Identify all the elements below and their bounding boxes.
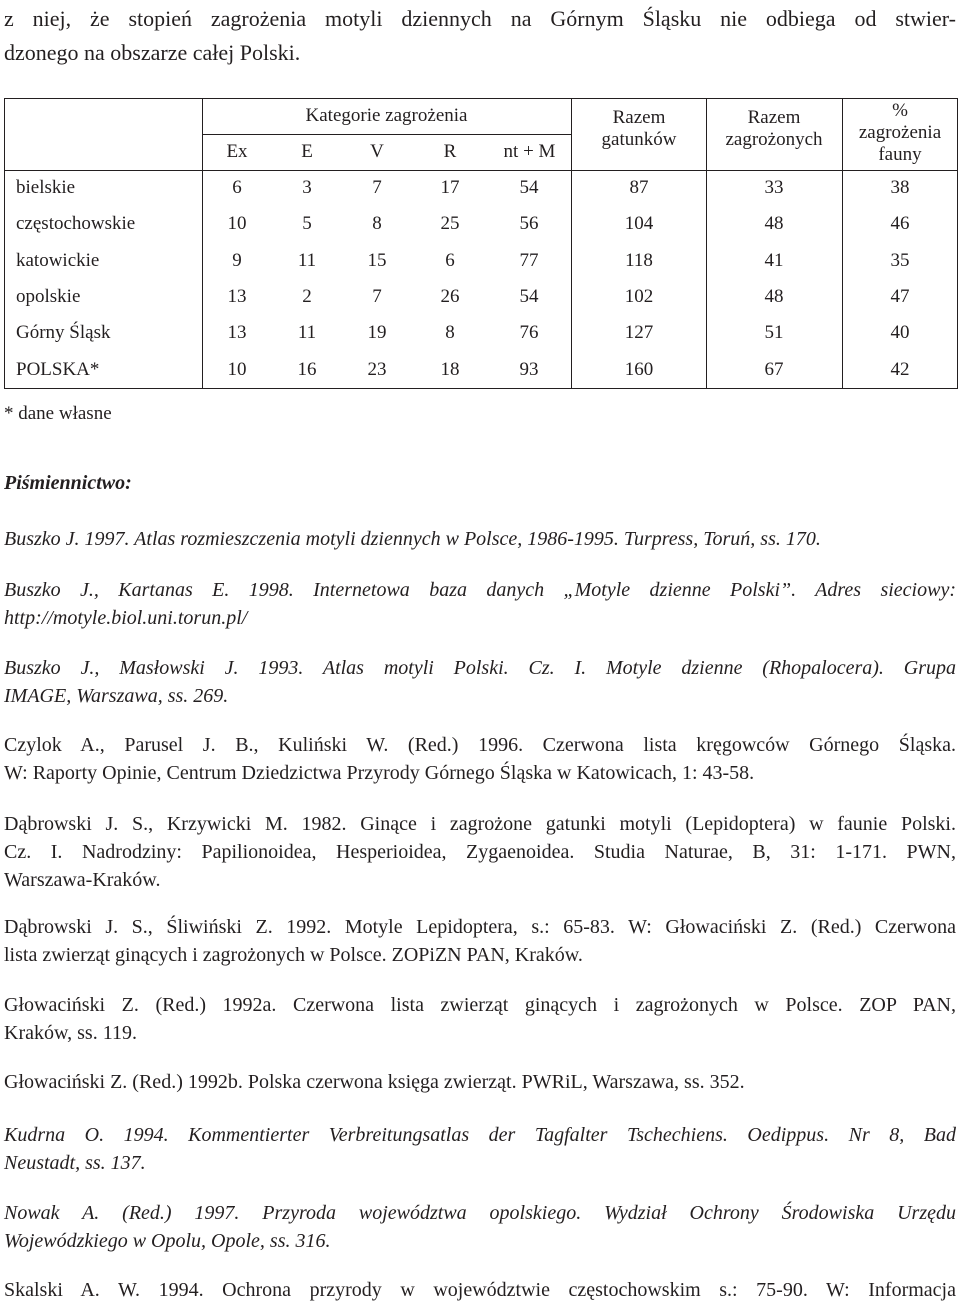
table-cell: 7 xyxy=(372,177,382,198)
reference-line: Czylok A., Parusel J. B., Kuliński W. (Red.) 1996. Czerwona lista kręgowców Górnego Śląska. xyxy=(4,734,956,756)
table-cell: 54 xyxy=(519,286,539,307)
table-cell: 6 xyxy=(232,177,242,198)
column-header-v: V xyxy=(370,141,384,162)
column-header-total-species: Razem gatunków xyxy=(601,107,677,150)
row-label: katowickie xyxy=(16,250,100,271)
table-cell: 160 xyxy=(624,359,654,380)
row-label: częstochowskie xyxy=(16,213,136,234)
reference-line: Buszko J., Masłowski J. 1993. Atlas motyli Polski. Cz. I. Motyle dzienne (Rhopalocera). Grupa xyxy=(4,657,956,679)
row-label: bielskie xyxy=(16,177,76,198)
reference-line: Neustadt, ss. 137. xyxy=(4,1152,146,1174)
percent-sign: % xyxy=(892,100,908,121)
table-cell: 17 xyxy=(440,177,460,198)
table-cell: 104 xyxy=(624,213,654,234)
table-cell: 54 xyxy=(519,177,539,198)
intro-line: dzonego na obszarze całej Polski. xyxy=(4,40,301,65)
table-cell: 42 xyxy=(890,359,910,380)
reference-line: Cz. I. Nadrodziny: Papilionoidea, Hesperioidea, Zygaenoidea. Studia Naturae, B, 31: 1-171. PWN, xyxy=(4,841,956,863)
table-cell: 8 xyxy=(445,322,455,343)
table-cell: 77 xyxy=(519,250,539,271)
table-cell: 33 xyxy=(764,177,784,198)
reference-item xyxy=(4,525,956,553)
column-header-nt-m: nt + M xyxy=(503,141,556,162)
table-cell: 13 xyxy=(227,286,247,307)
table-cell: 76 xyxy=(519,322,539,343)
table-cell: 11 xyxy=(297,322,317,343)
threat-table xyxy=(4,98,958,389)
table-footnote: * dane własne xyxy=(4,403,112,424)
table-cell: 93 xyxy=(519,359,539,380)
row-label: POLSKA* xyxy=(16,359,100,380)
percent-label: fauny xyxy=(878,144,922,165)
table-cell: 7 xyxy=(372,286,382,307)
table-cell: 10 xyxy=(227,359,247,380)
reference-line: Wojewódzkiego w Opolu, Opole, ss. 316. xyxy=(4,1230,331,1252)
table-divider xyxy=(571,98,572,389)
reference-item xyxy=(4,1199,956,1255)
table-cell: 41 xyxy=(764,250,784,271)
table-cell: 38 xyxy=(890,177,910,198)
reference-line: W: Raporty Opinie, Centrum Dziedzictwa Przyrody Górnego Śląska w Katowicach, 1: 43-58. xyxy=(4,762,755,784)
reference-line: lista zwierząt ginących i zagrożonych w Polsce. ZOPiZN PAN, Kraków. xyxy=(4,944,583,966)
table-cell: 10 xyxy=(227,213,247,234)
column-header-total-threatened: Razem zagrożonych xyxy=(725,107,823,150)
intro-paragraph xyxy=(4,2,956,70)
table-cell: 15 xyxy=(367,250,387,271)
table-cell: 3 xyxy=(302,177,312,198)
table-cell: 2 xyxy=(302,286,312,307)
table-cell: 46 xyxy=(890,213,910,234)
reference-line: Buszko J., Kartanas E. 1998. Internetowa baza danych „Motyle dzienne Polski”. Adres sieciowy: xyxy=(4,579,956,601)
table-cell: 127 xyxy=(624,322,654,343)
intro-line: z niej, że stopień zagrożenia motyli dziennych na Górnym Śląsku nie odbiega od stwier- xyxy=(4,6,956,31)
reference-item xyxy=(4,913,956,969)
table-cell: 6 xyxy=(445,250,455,271)
reference-line: Głowaciński Z. (Red.) 1992a. Czerwona lista zwierząt ginących i zagrożonych w Polsce. ZOP PAN, xyxy=(4,994,956,1016)
reference-item xyxy=(4,810,956,894)
table-cell: 16 xyxy=(297,359,317,380)
table-divider xyxy=(4,170,958,171)
reference-item xyxy=(4,654,956,710)
table-cell: 48 xyxy=(764,286,784,307)
row-label: Górny Śląsk xyxy=(16,322,111,343)
table-cell: 13 xyxy=(227,322,247,343)
table-cell: 51 xyxy=(764,322,784,343)
table-cell: 18 xyxy=(440,359,460,380)
reference-line: Kraków, ss. 119. xyxy=(4,1022,137,1044)
table-cell: 118 xyxy=(625,250,653,271)
table-cell: 26 xyxy=(440,286,460,307)
reference-line: Nowak A. (Red.) 1997. Przyroda województwa opolskiego. Wydział Ochrony Środowiska Urzędu xyxy=(4,1202,956,1224)
reference-item xyxy=(4,1068,956,1096)
column-header-ex: Ex xyxy=(226,141,248,162)
reference-line: http://motyle.biol.uni.torun.pl/ xyxy=(4,607,248,629)
reference-line: Głowaciński Z. (Red.) 1992b. Polska czerwona księga zwierząt. PWRiL, Warszawa, ss. 352. xyxy=(4,1071,745,1093)
table-cell: 25 xyxy=(440,213,460,234)
table-cell: 56 xyxy=(519,213,539,234)
reference-item xyxy=(4,731,956,787)
table-cell: 47 xyxy=(890,286,910,307)
table-cell: 8 xyxy=(372,213,382,234)
reference-line: Dąbrowski J. S., Krzywicki M. 1982. Ginące i zagrożone gatunki motyli (Lepidoptera) w faunie Polski. xyxy=(4,813,956,835)
table-cell: 5 xyxy=(302,213,312,234)
reference-item xyxy=(4,991,956,1047)
reference-line: Dąbrowski J. S., Śliwiński Z. 1992. Motyle Lepidoptera, s.: 65-83. W: Głowaciński Z. (Red.) Czerwona xyxy=(4,916,956,938)
table-cell: 9 xyxy=(232,250,242,271)
group-header: Kategorie zagrożenia xyxy=(305,105,468,126)
column-header-r: R xyxy=(443,141,457,162)
table-cell: 40 xyxy=(890,322,910,343)
table-cell: 19 xyxy=(367,322,387,343)
table-divider xyxy=(706,98,707,389)
table-cell: 87 xyxy=(629,177,649,198)
table-cell: 102 xyxy=(624,286,654,307)
reference-item xyxy=(4,1276,956,1304)
table-cell: 67 xyxy=(764,359,784,380)
reference-item xyxy=(4,576,956,632)
reference-line: Skalski A. W. 1994. Ochrona przyrody w województwie częstochowskim s.: 75-90. W: Informacja xyxy=(4,1279,956,1301)
column-header-percent xyxy=(842,100,958,166)
reference-line: IMAGE, Warszawa, ss. 269. xyxy=(4,685,229,707)
table-cell: 35 xyxy=(890,250,910,271)
references-heading: Piśmiennictwo: xyxy=(4,472,132,494)
reference-line: Buszko J. 1997. Atlas rozmieszczenia motyli dziennych w Polsce, 1986-1995. Turpress, Toruń, ss. 170. xyxy=(4,528,821,550)
reference-line: Warszawa-Kraków. xyxy=(4,869,161,891)
row-label: opolskie xyxy=(16,286,81,307)
table-divider xyxy=(202,134,571,135)
table-cell: 11 xyxy=(297,250,317,271)
table-cell: 23 xyxy=(367,359,387,380)
reference-line: Kudrna O. 1994. Kommentierter Verbreitungsatlas der Tagfalter Tschechiens. Oedippus. Nr 8, Bad xyxy=(4,1124,956,1146)
reference-item xyxy=(4,1121,956,1177)
table-cell: 48 xyxy=(764,213,784,234)
percent-label: zagrożenia xyxy=(858,122,942,143)
column-header-e: E xyxy=(301,141,313,162)
